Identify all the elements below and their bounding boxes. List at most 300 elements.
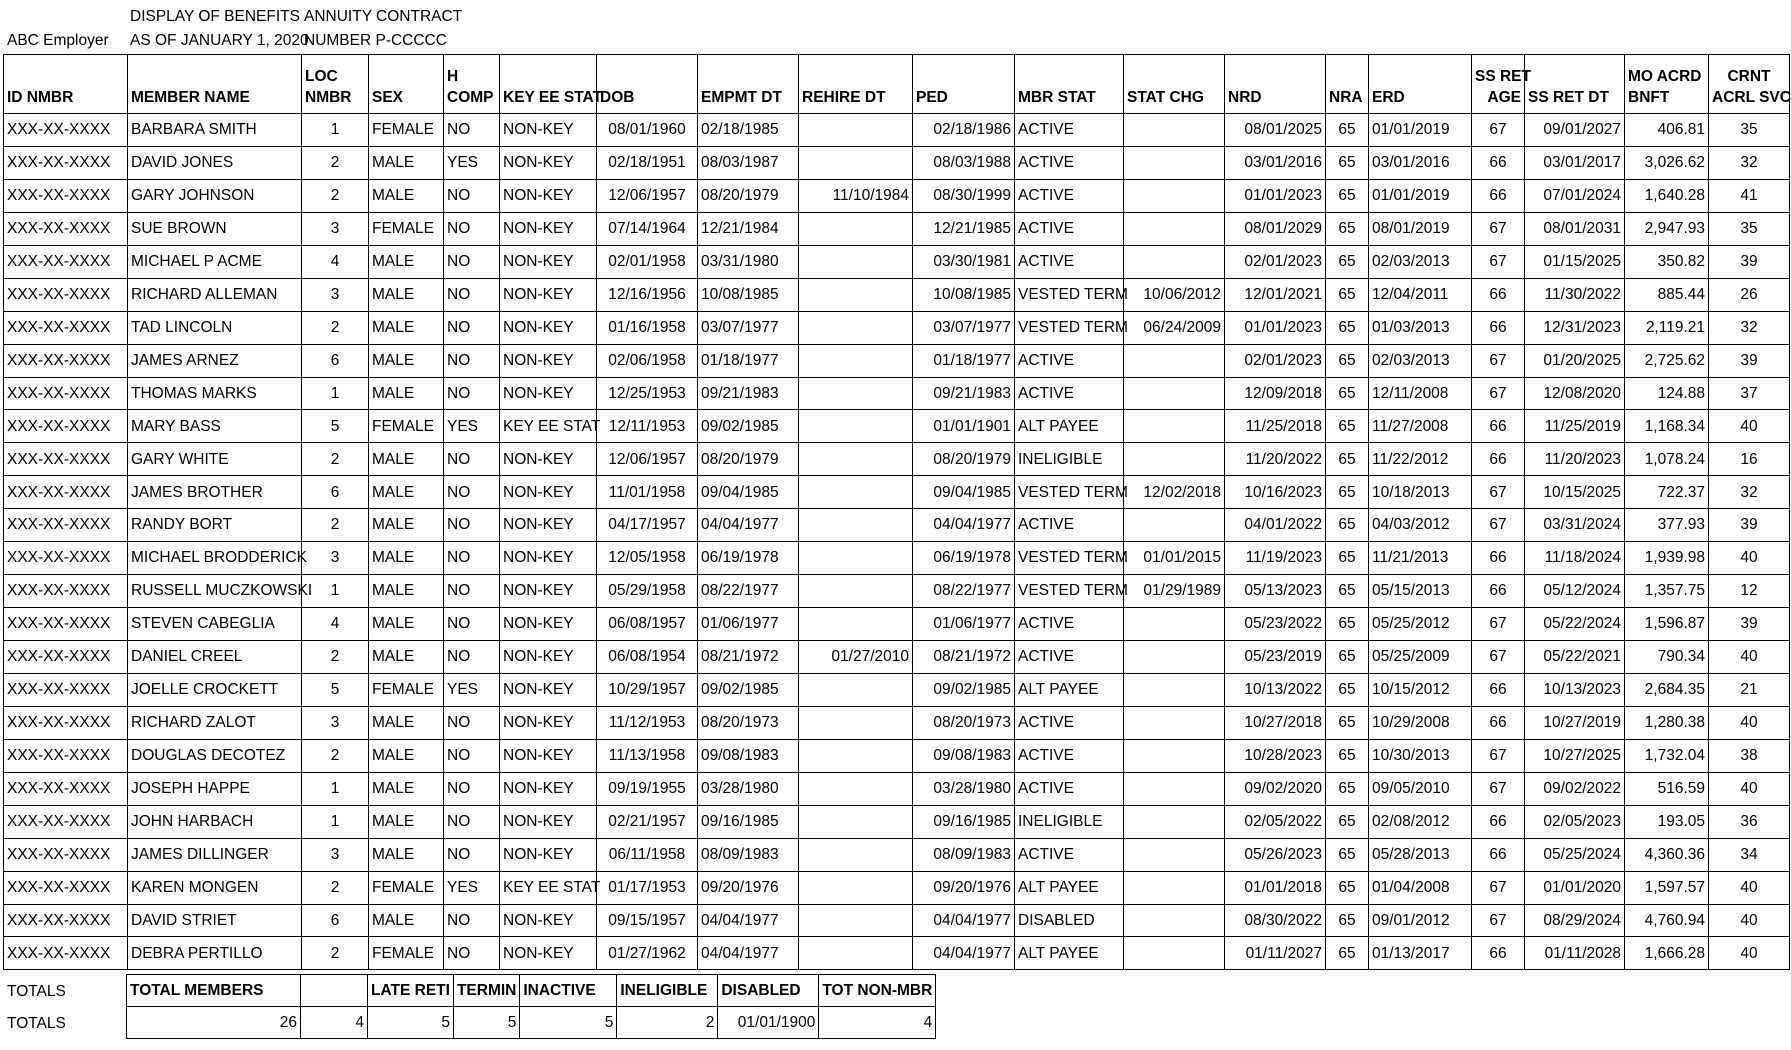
cell-mo-acrd-bnft: 377.93 bbox=[1625, 509, 1709, 542]
cell-dob: 02/06/1958 bbox=[597, 344, 698, 377]
cell-erd: 11/27/2008 bbox=[1369, 410, 1472, 443]
cell-loc: 1 bbox=[302, 377, 369, 410]
cell-sex: MALE bbox=[369, 278, 444, 311]
cell-member-name: KAREN MONGEN bbox=[128, 871, 302, 904]
cell-stat-chg bbox=[1124, 871, 1225, 904]
cell-id: XXX-XX-XXXX bbox=[4, 706, 128, 739]
cell-h-comp: YES bbox=[444, 410, 500, 443]
column-header-dob: DOB bbox=[597, 55, 698, 114]
totals-header-tot-non-mbr: TOT NON-MBR bbox=[819, 975, 936, 1007]
table-row bbox=[4, 278, 1790, 311]
cell-key-ee-stat: NON-KEY bbox=[500, 344, 597, 377]
cell-nrd: 05/23/2019 bbox=[1225, 641, 1326, 674]
cell-nrd: 01/01/2023 bbox=[1225, 311, 1326, 344]
cell-rehire-dt bbox=[799, 410, 913, 443]
cell-mbr-stat: DISABLED bbox=[1015, 904, 1124, 937]
cell-key-ee-stat: NON-KEY bbox=[500, 377, 597, 410]
cell-ss-ret-dt: 10/27/2025 bbox=[1525, 739, 1625, 772]
cell-crnt-acrl-svc: 35 bbox=[1709, 114, 1790, 147]
cell-nra: 65 bbox=[1326, 673, 1369, 706]
cell-id: XXX-XX-XXXX bbox=[4, 805, 128, 838]
cell-h-comp: NO bbox=[444, 805, 500, 838]
cell-member-name: JOELLE CROCKETT bbox=[128, 673, 302, 706]
column-header-member-name: MEMBER NAME bbox=[128, 55, 302, 114]
cell-h-comp: NO bbox=[444, 575, 500, 608]
cell-member-name: JOHN HARBACH bbox=[128, 805, 302, 838]
cell-id: XXX-XX-XXXX bbox=[4, 114, 128, 147]
table-row bbox=[4, 772, 1790, 805]
cell-key-ee-stat: NON-KEY bbox=[500, 443, 597, 476]
cell-member-name: MICHAEL BRODDERICK bbox=[128, 542, 302, 575]
cell-empmt-dt: 09/04/1985 bbox=[698, 476, 799, 509]
cell-dob: 02/18/1951 bbox=[597, 146, 698, 179]
cell-erd: 09/01/2012 bbox=[1369, 904, 1472, 937]
table-row bbox=[4, 146, 1790, 179]
cell-mo-acrd-bnft: 2,684.35 bbox=[1625, 673, 1709, 706]
cell-loc: 3 bbox=[302, 212, 369, 245]
cell-crnt-acrl-svc: 32 bbox=[1709, 311, 1790, 344]
cell-ss-ret-dt: 01/15/2025 bbox=[1525, 245, 1625, 278]
cell-loc: 5 bbox=[302, 410, 369, 443]
cell-ss-ret-age: 67 bbox=[1472, 344, 1525, 377]
cell-nrd: 12/01/2021 bbox=[1225, 278, 1326, 311]
cell-loc: 5 bbox=[302, 673, 369, 706]
cell-ss-ret-age: 67 bbox=[1472, 904, 1525, 937]
cell-ss-ret-dt: 12/31/2023 bbox=[1525, 311, 1625, 344]
cell-h-comp: YES bbox=[444, 673, 500, 706]
cell-mbr-stat: ACTIVE bbox=[1015, 344, 1124, 377]
cell-mo-acrd-bnft: 1,078.24 bbox=[1625, 443, 1709, 476]
cell-sex: FEMALE bbox=[369, 871, 444, 904]
cell-ped: 08/21/1972 bbox=[913, 641, 1015, 674]
cell-sex: MALE bbox=[369, 575, 444, 608]
cell-ss-ret-dt: 08/29/2024 bbox=[1525, 904, 1625, 937]
cell-loc: 2 bbox=[302, 311, 369, 344]
cell-ped: 06/19/1978 bbox=[913, 542, 1015, 575]
cell-nra: 65 bbox=[1326, 179, 1369, 212]
cell-erd: 10/15/2012 bbox=[1369, 673, 1472, 706]
cell-key-ee-stat: NON-KEY bbox=[500, 114, 597, 147]
cell-mo-acrd-bnft: 2,947.93 bbox=[1625, 212, 1709, 245]
cell-loc: 2 bbox=[302, 739, 369, 772]
cell-id: XXX-XX-XXXX bbox=[4, 575, 128, 608]
cell-nrd: 08/01/2025 bbox=[1225, 114, 1326, 147]
cell-ped: 09/20/1976 bbox=[913, 871, 1015, 904]
cell-nrd: 02/01/2023 bbox=[1225, 245, 1326, 278]
cell-nra: 65 bbox=[1326, 904, 1369, 937]
cell-empmt-dt: 12/21/1984 bbox=[698, 212, 799, 245]
cell-loc: 2 bbox=[302, 443, 369, 476]
totals-header-inactive: INACTIVE bbox=[520, 975, 617, 1007]
cell-h-comp: NO bbox=[444, 838, 500, 871]
cell-id: XXX-XX-XXXX bbox=[4, 772, 128, 805]
cell-ss-ret-age: 66 bbox=[1472, 146, 1525, 179]
cell-id: XXX-XX-XXXX bbox=[4, 871, 128, 904]
cell-rehire-dt bbox=[799, 871, 913, 904]
cell-crnt-acrl-svc: 32 bbox=[1709, 476, 1790, 509]
cell-nra: 65 bbox=[1326, 146, 1369, 179]
cell-sex: FEMALE bbox=[369, 410, 444, 443]
cell-ped: 02/18/1986 bbox=[913, 114, 1015, 147]
cell-ss-ret-dt: 03/01/2017 bbox=[1525, 146, 1625, 179]
column-header-h-comp: H COMP bbox=[444, 55, 500, 114]
cell-stat-chg bbox=[1124, 805, 1225, 838]
cell-sex: MALE bbox=[369, 509, 444, 542]
table-row bbox=[4, 838, 1790, 871]
cell-empmt-dt: 08/03/1987 bbox=[698, 146, 799, 179]
cell-erd: 03/01/2016 bbox=[1369, 146, 1472, 179]
cell-stat-chg bbox=[1124, 410, 1225, 443]
cell-dob: 04/17/1957 bbox=[597, 509, 698, 542]
cell-loc: 3 bbox=[302, 278, 369, 311]
cell-nrd: 01/11/2027 bbox=[1225, 937, 1326, 970]
cell-mbr-stat: ACTIVE bbox=[1015, 838, 1124, 871]
cell-stat-chg: 10/06/2012 bbox=[1124, 278, 1225, 311]
cell-rehire-dt bbox=[799, 146, 913, 179]
cell-dob: 01/16/1958 bbox=[597, 311, 698, 344]
cell-member-name: TAD LINCOLN bbox=[128, 311, 302, 344]
cell-empmt-dt: 04/04/1977 bbox=[698, 509, 799, 542]
cell-stat-chg bbox=[1124, 443, 1225, 476]
cell-ped: 08/20/1973 bbox=[913, 706, 1015, 739]
cell-nrd: 08/30/2022 bbox=[1225, 904, 1326, 937]
cell-sex: FEMALE bbox=[369, 673, 444, 706]
cell-empmt-dt: 09/21/1983 bbox=[698, 377, 799, 410]
cell-id: XXX-XX-XXXX bbox=[4, 179, 128, 212]
cell-ped: 01/01/1901 bbox=[913, 410, 1015, 443]
cell-nra: 65 bbox=[1326, 871, 1369, 904]
cell-ss-ret-dt: 05/22/2024 bbox=[1525, 608, 1625, 641]
cell-erd: 02/03/2013 bbox=[1369, 344, 1472, 377]
table-row bbox=[4, 706, 1790, 739]
cell-erd: 05/15/2013 bbox=[1369, 575, 1472, 608]
cell-ss-ret-age: 67 bbox=[1472, 245, 1525, 278]
cell-empmt-dt: 09/02/1985 bbox=[698, 673, 799, 706]
cell-key-ee-stat: NON-KEY bbox=[500, 805, 597, 838]
cell-erd: 02/03/2013 bbox=[1369, 245, 1472, 278]
cell-nrd: 05/26/2023 bbox=[1225, 838, 1326, 871]
cell-key-ee-stat: NON-KEY bbox=[500, 146, 597, 179]
cell-mo-acrd-bnft: 3,026.62 bbox=[1625, 146, 1709, 179]
cell-mbr-stat: ALT PAYEE bbox=[1015, 937, 1124, 970]
cell-mo-acrd-bnft: 1,357.75 bbox=[1625, 575, 1709, 608]
cell-dob: 02/21/1957 bbox=[597, 805, 698, 838]
totals-label-top: TOTALS bbox=[7, 983, 66, 1000]
cell-mbr-stat: ALT PAYEE bbox=[1015, 673, 1124, 706]
cell-ss-ret-dt: 12/08/2020 bbox=[1525, 377, 1625, 410]
cell-erd: 12/11/2008 bbox=[1369, 377, 1472, 410]
cell-sex: FEMALE bbox=[369, 114, 444, 147]
cell-key-ee-stat: NON-KEY bbox=[500, 509, 597, 542]
cell-sex: MALE bbox=[369, 641, 444, 674]
cell-nra: 65 bbox=[1326, 608, 1369, 641]
cell-erd: 05/25/2012 bbox=[1369, 608, 1472, 641]
cell-dob: 11/01/1958 bbox=[597, 476, 698, 509]
cell-erd: 01/01/2019 bbox=[1369, 179, 1472, 212]
cell-stat-chg bbox=[1124, 608, 1225, 641]
cell-loc: 1 bbox=[302, 772, 369, 805]
cell-member-name: RICHARD ALLEMAN bbox=[128, 278, 302, 311]
cell-empmt-dt: 02/18/1985 bbox=[698, 114, 799, 147]
cell-mo-acrd-bnft: 790.34 bbox=[1625, 641, 1709, 674]
cell-crnt-acrl-svc: 21 bbox=[1709, 673, 1790, 706]
cell-h-comp: NO bbox=[444, 706, 500, 739]
totals-value-blank: 4 bbox=[301, 1007, 368, 1039]
cell-key-ee-stat: NON-KEY bbox=[500, 772, 597, 805]
cell-ped: 04/04/1977 bbox=[913, 904, 1015, 937]
cell-dob: 07/14/1964 bbox=[597, 212, 698, 245]
cell-empmt-dt: 04/04/1977 bbox=[698, 904, 799, 937]
cell-rehire-dt bbox=[799, 608, 913, 641]
cell-rehire-dt bbox=[799, 245, 913, 278]
cell-h-comp: NO bbox=[444, 476, 500, 509]
cell-ss-ret-dt: 11/20/2023 bbox=[1525, 443, 1625, 476]
cell-loc: 4 bbox=[302, 608, 369, 641]
cell-stat-chg: 06/24/2009 bbox=[1124, 311, 1225, 344]
cell-erd: 01/13/2017 bbox=[1369, 937, 1472, 970]
cell-stat-chg bbox=[1124, 114, 1225, 147]
table-row bbox=[4, 245, 1790, 278]
cell-id: XXX-XX-XXXX bbox=[4, 278, 128, 311]
cell-nrd: 09/02/2020 bbox=[1225, 772, 1326, 805]
cell-empmt-dt: 10/08/1985 bbox=[698, 278, 799, 311]
cell-crnt-acrl-svc: 39 bbox=[1709, 509, 1790, 542]
cell-nra: 65 bbox=[1326, 706, 1369, 739]
cell-sex: MALE bbox=[369, 179, 444, 212]
employer-name: ABC Employer bbox=[7, 32, 109, 49]
cell-member-name: DAVID STRIET bbox=[128, 904, 302, 937]
cell-ss-ret-age: 66 bbox=[1472, 805, 1525, 838]
cell-sex: MALE bbox=[369, 344, 444, 377]
cell-mbr-stat: ACTIVE bbox=[1015, 706, 1124, 739]
cell-nrd: 05/13/2023 bbox=[1225, 575, 1326, 608]
cell-crnt-acrl-svc: 40 bbox=[1709, 410, 1790, 443]
cell-key-ee-stat: NON-KEY bbox=[500, 739, 597, 772]
cell-empmt-dt: 09/08/1983 bbox=[698, 739, 799, 772]
cell-h-comp: NO bbox=[444, 212, 500, 245]
cell-id: XXX-XX-XXXX bbox=[4, 476, 128, 509]
cell-id: XXX-XX-XXXX bbox=[4, 608, 128, 641]
cell-ss-ret-age: 66 bbox=[1472, 179, 1525, 212]
cell-id: XXX-XX-XXXX bbox=[4, 641, 128, 674]
cell-dob: 12/06/1957 bbox=[597, 443, 698, 476]
cell-loc: 2 bbox=[302, 179, 369, 212]
cell-dob: 09/19/1955 bbox=[597, 772, 698, 805]
cell-stat-chg bbox=[1124, 179, 1225, 212]
cell-dob: 12/06/1957 bbox=[597, 179, 698, 212]
cell-erd: 11/21/2013 bbox=[1369, 542, 1472, 575]
cell-id: XXX-XX-XXXX bbox=[4, 904, 128, 937]
cell-mo-acrd-bnft: 1,939.98 bbox=[1625, 542, 1709, 575]
column-header-loc: LOC NMBR bbox=[302, 55, 369, 114]
cell-crnt-acrl-svc: 39 bbox=[1709, 245, 1790, 278]
cell-crnt-acrl-svc: 40 bbox=[1709, 871, 1790, 904]
cell-mbr-stat: ACTIVE bbox=[1015, 212, 1124, 245]
cell-h-comp: NO bbox=[444, 443, 500, 476]
cell-ss-ret-dt: 08/01/2031 bbox=[1525, 212, 1625, 245]
column-header-stat-chg: STAT CHG bbox=[1124, 55, 1225, 114]
cell-empmt-dt: 03/28/1980 bbox=[698, 772, 799, 805]
cell-mbr-stat: ALT PAYEE bbox=[1015, 410, 1124, 443]
cell-crnt-acrl-svc: 40 bbox=[1709, 641, 1790, 674]
cell-stat-chg bbox=[1124, 739, 1225, 772]
cell-nrd: 11/20/2022 bbox=[1225, 443, 1326, 476]
cell-loc: 6 bbox=[302, 344, 369, 377]
cell-id: XXX-XX-XXXX bbox=[4, 673, 128, 706]
cell-loc: 2 bbox=[302, 146, 369, 179]
cell-ss-ret-dt: 10/27/2019 bbox=[1525, 706, 1625, 739]
cell-mbr-stat: ACTIVE bbox=[1015, 146, 1124, 179]
cell-key-ee-stat: NON-KEY bbox=[500, 278, 597, 311]
column-header-erd: ERD bbox=[1369, 55, 1472, 114]
cell-nrd: 02/05/2022 bbox=[1225, 805, 1326, 838]
cell-ped: 01/18/1977 bbox=[913, 344, 1015, 377]
cell-crnt-acrl-svc: 34 bbox=[1709, 838, 1790, 871]
cell-member-name: RUSSELL MUCZKOWSKI bbox=[128, 575, 302, 608]
cell-key-ee-stat: NON-KEY bbox=[500, 904, 597, 937]
cell-h-comp: NO bbox=[444, 114, 500, 147]
cell-empmt-dt: 08/20/1979 bbox=[698, 443, 799, 476]
cell-mbr-stat: ACTIVE bbox=[1015, 245, 1124, 278]
cell-empmt-dt: 01/18/1977 bbox=[698, 344, 799, 377]
cell-dob: 06/11/1958 bbox=[597, 838, 698, 871]
cell-mbr-stat: ACTIVE bbox=[1015, 377, 1124, 410]
table-row bbox=[4, 443, 1790, 476]
cell-mo-acrd-bnft: 1,666.28 bbox=[1625, 937, 1709, 970]
cell-mo-acrd-bnft: 124.88 bbox=[1625, 377, 1709, 410]
cell-ped: 09/04/1985 bbox=[913, 476, 1015, 509]
table-header-row bbox=[4, 55, 1790, 114]
cell-dob: 05/29/1958 bbox=[597, 575, 698, 608]
cell-empmt-dt: 04/04/1977 bbox=[698, 937, 799, 970]
cell-id: XXX-XX-XXXX bbox=[4, 739, 128, 772]
cell-ss-ret-dt: 11/18/2024 bbox=[1525, 542, 1625, 575]
cell-ss-ret-age: 67 bbox=[1472, 377, 1525, 410]
cell-rehire-dt bbox=[799, 937, 913, 970]
cell-key-ee-stat: NON-KEY bbox=[500, 542, 597, 575]
cell-crnt-acrl-svc: 40 bbox=[1709, 904, 1790, 937]
cell-loc: 3 bbox=[302, 838, 369, 871]
cell-crnt-acrl-svc: 26 bbox=[1709, 278, 1790, 311]
cell-mo-acrd-bnft: 4,360.36 bbox=[1625, 838, 1709, 871]
cell-ss-ret-age: 67 bbox=[1472, 509, 1525, 542]
cell-loc: 6 bbox=[302, 904, 369, 937]
cell-member-name: SUE BROWN bbox=[128, 212, 302, 245]
cell-rehire-dt bbox=[799, 344, 913, 377]
cell-stat-chg bbox=[1124, 937, 1225, 970]
cell-member-name: GARY JOHNSON bbox=[128, 179, 302, 212]
cell-mo-acrd-bnft: 1,732.04 bbox=[1625, 739, 1709, 772]
cell-stat-chg: 01/01/2015 bbox=[1124, 542, 1225, 575]
cell-nra: 65 bbox=[1326, 476, 1369, 509]
table-row bbox=[4, 476, 1790, 509]
column-header-ss-ret-dt: SS RET DT bbox=[1525, 55, 1625, 114]
cell-ss-ret-age: 66 bbox=[1472, 443, 1525, 476]
cell-dob: 08/01/1960 bbox=[597, 114, 698, 147]
cell-rehire-dt bbox=[799, 706, 913, 739]
cell-erd: 05/25/2009 bbox=[1369, 641, 1472, 674]
cell-rehire-dt bbox=[799, 476, 913, 509]
cell-ss-ret-age: 67 bbox=[1472, 772, 1525, 805]
cell-rehire-dt: 11/10/1984 bbox=[799, 179, 913, 212]
cell-empmt-dt: 09/16/1985 bbox=[698, 805, 799, 838]
cell-ss-ret-dt: 02/05/2023 bbox=[1525, 805, 1625, 838]
cell-nra: 65 bbox=[1326, 937, 1369, 970]
cell-empmt-dt: 03/31/1980 bbox=[698, 245, 799, 278]
cell-rehire-dt bbox=[799, 805, 913, 838]
cell-crnt-acrl-svc: 40 bbox=[1709, 542, 1790, 575]
cell-rehire-dt bbox=[799, 377, 913, 410]
cell-member-name: JAMES BROTHER bbox=[128, 476, 302, 509]
cell-stat-chg bbox=[1124, 344, 1225, 377]
column-header-crnt-acrl-svc: CRNT ACRL SVC bbox=[1709, 55, 1790, 114]
cell-ss-ret-age: 67 bbox=[1472, 608, 1525, 641]
cell-nrd: 11/25/2018 bbox=[1225, 410, 1326, 443]
cell-crnt-acrl-svc: 32 bbox=[1709, 146, 1790, 179]
cell-dob: 11/13/1958 bbox=[597, 739, 698, 772]
cell-nra: 65 bbox=[1326, 739, 1369, 772]
cell-ped: 08/30/1999 bbox=[913, 179, 1015, 212]
cell-h-comp: NO bbox=[444, 311, 500, 344]
cell-mbr-stat: ALT PAYEE bbox=[1015, 871, 1124, 904]
cell-id: XXX-XX-XXXX bbox=[4, 146, 128, 179]
cell-nra: 65 bbox=[1326, 245, 1369, 278]
cell-mbr-stat: INELIGIBLE bbox=[1015, 443, 1124, 476]
table-row bbox=[4, 212, 1790, 245]
cell-ss-ret-age: 66 bbox=[1472, 673, 1525, 706]
cell-rehire-dt bbox=[799, 509, 913, 542]
cell-ss-ret-age: 66 bbox=[1472, 937, 1525, 970]
cell-nra: 65 bbox=[1326, 344, 1369, 377]
cell-mo-acrd-bnft: 406.81 bbox=[1625, 114, 1709, 147]
cell-h-comp: NO bbox=[444, 904, 500, 937]
cell-rehire-dt bbox=[799, 114, 913, 147]
cell-ss-ret-age: 67 bbox=[1472, 476, 1525, 509]
cell-nra: 65 bbox=[1326, 772, 1369, 805]
column-header-mo-acrd-bnft: MO ACRD BNFT bbox=[1625, 55, 1709, 114]
cell-ped: 09/08/1983 bbox=[913, 739, 1015, 772]
cell-key-ee-stat: NON-KEY bbox=[500, 608, 597, 641]
cell-nra: 65 bbox=[1326, 410, 1369, 443]
cell-empmt-dt: 09/20/1976 bbox=[698, 871, 799, 904]
cell-key-ee-stat: NON-KEY bbox=[500, 838, 597, 871]
cell-nrd: 04/01/2022 bbox=[1225, 509, 1326, 542]
cell-key-ee-stat: NON-KEY bbox=[500, 706, 597, 739]
cell-key-ee-stat: NON-KEY bbox=[500, 212, 597, 245]
cell-crnt-acrl-svc: 39 bbox=[1709, 344, 1790, 377]
cell-member-name: DAVID JONES bbox=[128, 146, 302, 179]
table-row bbox=[4, 805, 1790, 838]
cell-sex: MALE bbox=[369, 904, 444, 937]
cell-mo-acrd-bnft: 722.37 bbox=[1625, 476, 1709, 509]
cell-nra: 65 bbox=[1326, 542, 1369, 575]
cell-loc: 1 bbox=[302, 575, 369, 608]
cell-ss-ret-age: 66 bbox=[1472, 838, 1525, 871]
table-row bbox=[4, 114, 1790, 147]
cell-loc: 3 bbox=[302, 706, 369, 739]
cell-member-name: RANDY BORT bbox=[128, 509, 302, 542]
cell-nrd: 12/09/2018 bbox=[1225, 377, 1326, 410]
cell-h-comp: NO bbox=[444, 344, 500, 377]
cell-rehire-dt bbox=[799, 311, 913, 344]
cell-h-comp: NO bbox=[444, 278, 500, 311]
cell-rehire-dt bbox=[799, 443, 913, 476]
totals-header-blank bbox=[301, 975, 368, 1007]
cell-mbr-stat: ACTIVE bbox=[1015, 772, 1124, 805]
cell-ss-ret-dt: 10/15/2025 bbox=[1525, 476, 1625, 509]
cell-key-ee-stat: KEY EE STAT bbox=[500, 410, 597, 443]
cell-loc: 2 bbox=[302, 641, 369, 674]
